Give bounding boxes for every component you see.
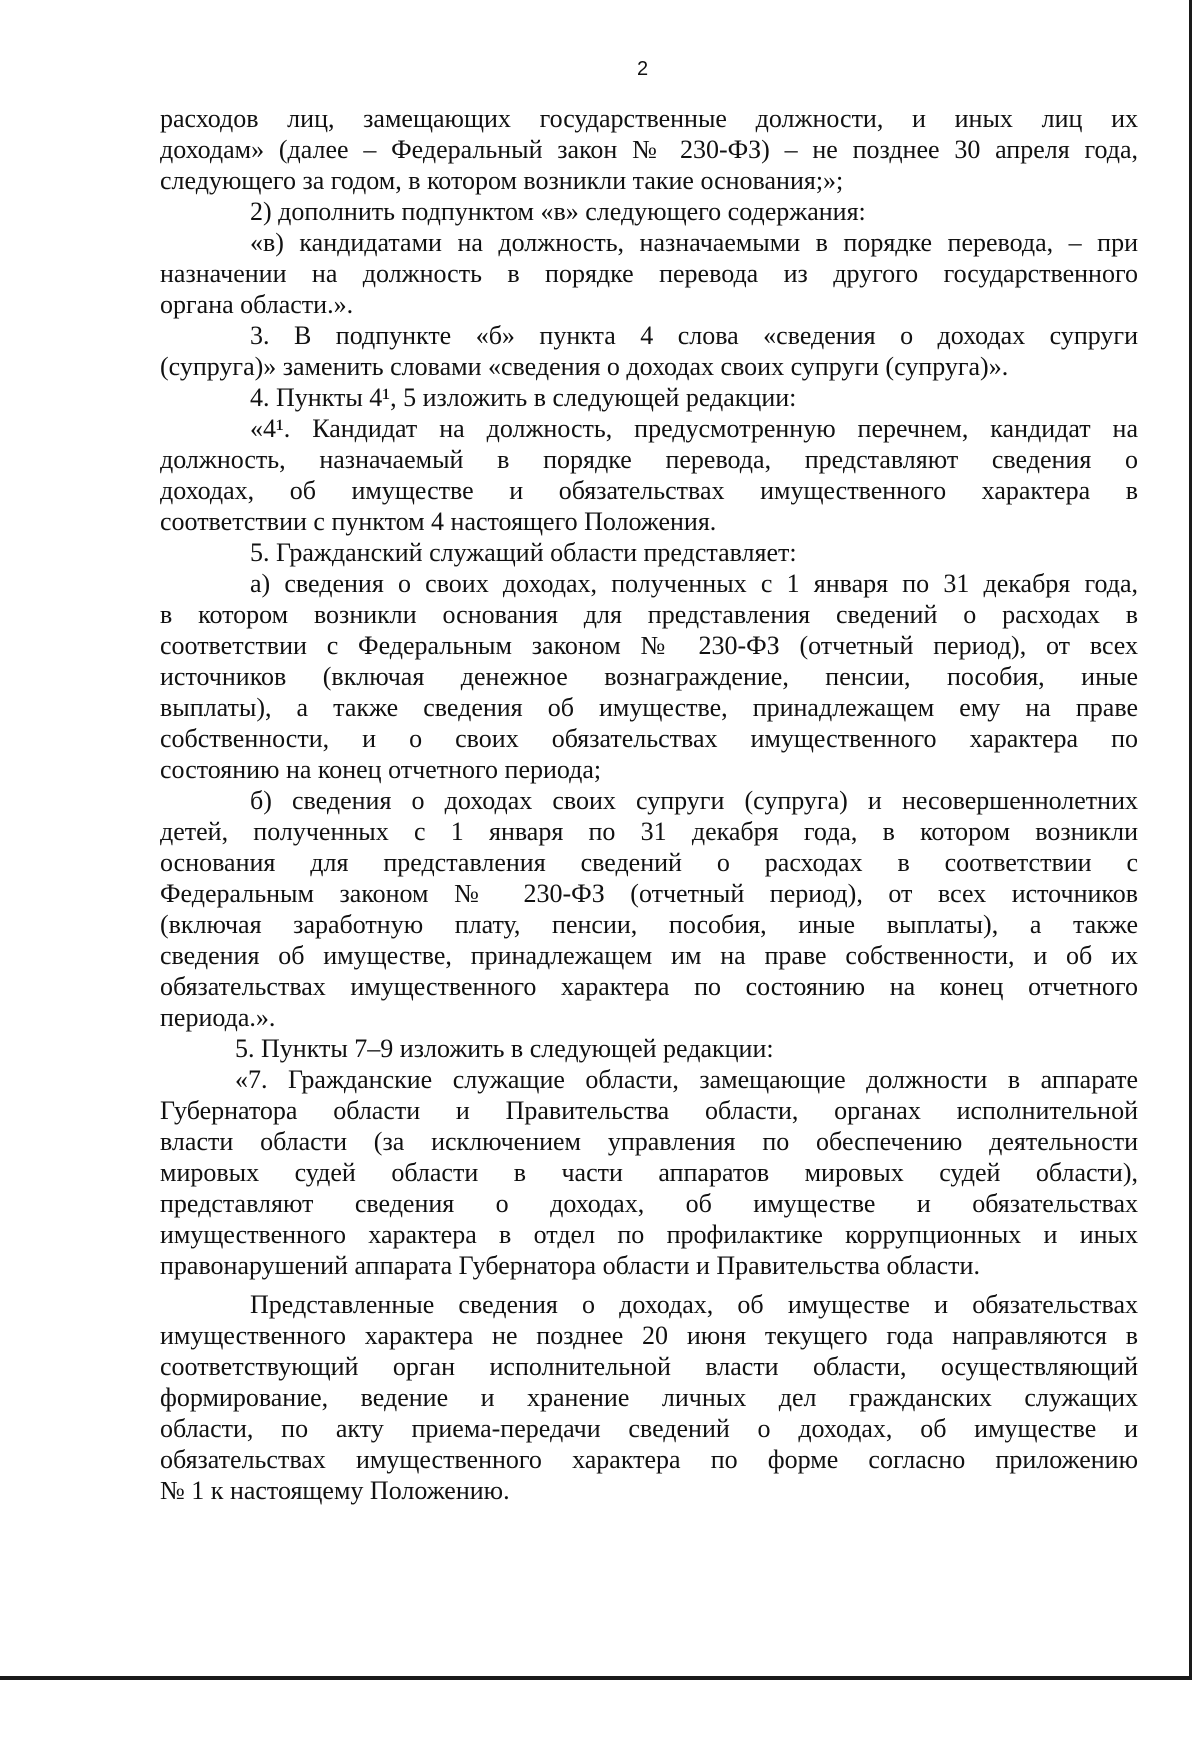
text-line: мировых судей области в части аппаратов мировых судей области),: [160, 1158, 1138, 1187]
text-line: следующего за годом, в котором возникли такие основания;»;: [160, 166, 844, 195]
text-line: формирование, ведение и хранение личных дел гражданских служащих: [160, 1383, 1138, 1412]
text-line: основания для представления сведений о расходах в соответствии с: [160, 848, 1138, 877]
text-line: (включая заработную плату, пенсии, пособия, иные выплаты), а также: [160, 910, 1138, 939]
text-line: Представленные сведения о доходах, об имуществе и обязательствах: [250, 1290, 1138, 1319]
text-line: 3. В подпункте «б» пункта 4 слова «сведения о доходах супруги: [250, 321, 1138, 350]
text-line: должность, назначаемый в порядке перевода, представляют сведения о: [160, 445, 1138, 474]
document-body: [160, 103, 1138, 1506]
text-line: № 1 к настоящему Положению.: [160, 1476, 510, 1505]
scan-border-right: [1189, 0, 1192, 1680]
text-line: правонарушений аппарата Губернатора области и Правительства области.: [160, 1251, 980, 1280]
text-line: в котором возникли основания для представления сведений о расходах в: [160, 600, 1138, 629]
text-line: источников (включая денежное вознаграждение, пенсии, пособия, иные: [160, 662, 1138, 691]
text-line: соответствии с пунктом 4 настоящего Положения.: [160, 507, 717, 536]
text-line: власти области (за исключением управления по обеспечению деятельности: [160, 1127, 1138, 1156]
text-line: соответствующий орган исполнительной власти области, осуществляющий: [160, 1352, 1138, 1381]
text-line: назначении на должность в порядке перевода из другого государственного: [160, 259, 1138, 288]
text-line: доходах, об имуществе и обязательствах имущественного характера в: [160, 476, 1138, 505]
text-line: а) сведения о своих доходах, полученных с 1 января по 31 декабря года,: [250, 569, 1138, 598]
text-line: «7. Гражданские служащие области, замещающие должности в аппарате: [235, 1065, 1138, 1094]
text-line: 5. Гражданский служащий области представляет:: [250, 538, 797, 567]
text-line: состоянию на конец отчетного периода;: [160, 755, 602, 784]
text-line: детей, полученных с 1 января по 31 декабря года, в котором возникли: [160, 817, 1138, 846]
text-line: 2) дополнить подпунктом «в» следующего содержания:: [250, 197, 866, 226]
text-line: периода.».: [160, 1003, 276, 1032]
text-line: обязательствах имущественного характера по форме согласно приложению: [160, 1445, 1138, 1474]
page-number: 2: [637, 58, 649, 80]
text-line: области, по акту приема-передачи сведений о доходах, об имуществе и: [160, 1414, 1138, 1443]
text-line: собственности, и о своих обязательствах имущественного характера по: [160, 724, 1138, 753]
text-line: (супруга)» заменить словами «сведения о доходах своих супруги (супруга)».: [160, 352, 1009, 381]
text-line: обязательствах имущественного характера по состоянию на конец отчетного: [160, 972, 1138, 1001]
text-line: сведения об имуществе, принадлежащем им на праве собственности, и об их: [160, 941, 1138, 970]
text-line: 4. Пункты 4¹, 5 изложить в следующей редакции:: [250, 383, 797, 412]
text-line: «в) кандидатами на должность, назначаемыми в порядке перевода, – при: [250, 228, 1138, 257]
text-line: доходам» (далее – Федеральный закон № 230-ФЗ) – не позднее 30 апреля года,: [160, 135, 1138, 164]
text-line: расходов лиц, замещающих государственные должности, и иных лиц их: [160, 104, 1138, 133]
text-line: Федеральным законом № 230-ФЗ (отчетный период), от всех источников: [160, 879, 1138, 908]
text-line: представляют сведения о доходах, об имуществе и обязательствах: [160, 1189, 1138, 1218]
text-line: выплаты), а также сведения об имуществе, принадлежащем ему на праве: [160, 693, 1138, 722]
text-line: Губернатора области и Правительства области, органах исполнительной: [160, 1096, 1138, 1125]
text-line: 5. Пункты 7–9 изложить в следующей редакции:: [235, 1034, 774, 1063]
scan-border-bottom: [0, 1676, 1192, 1680]
text-line: соответствии с Федеральным законом № 230-ФЗ (отчетный период), от всех: [160, 631, 1138, 660]
text-line: органа области.».: [160, 290, 354, 319]
text-line: «4¹. Кандидат на должность, предусмотренную перечнем, кандидат на: [250, 414, 1138, 443]
text-line: б) сведения о доходах своих супруги (супруга) и несовершеннолетних: [250, 786, 1138, 815]
text-line: имущественного характера не позднее 20 июня текущего года направляются в: [160, 1321, 1138, 1350]
text-line: имущественного характера в отдел по профилактике коррупционных и иных: [160, 1220, 1138, 1249]
